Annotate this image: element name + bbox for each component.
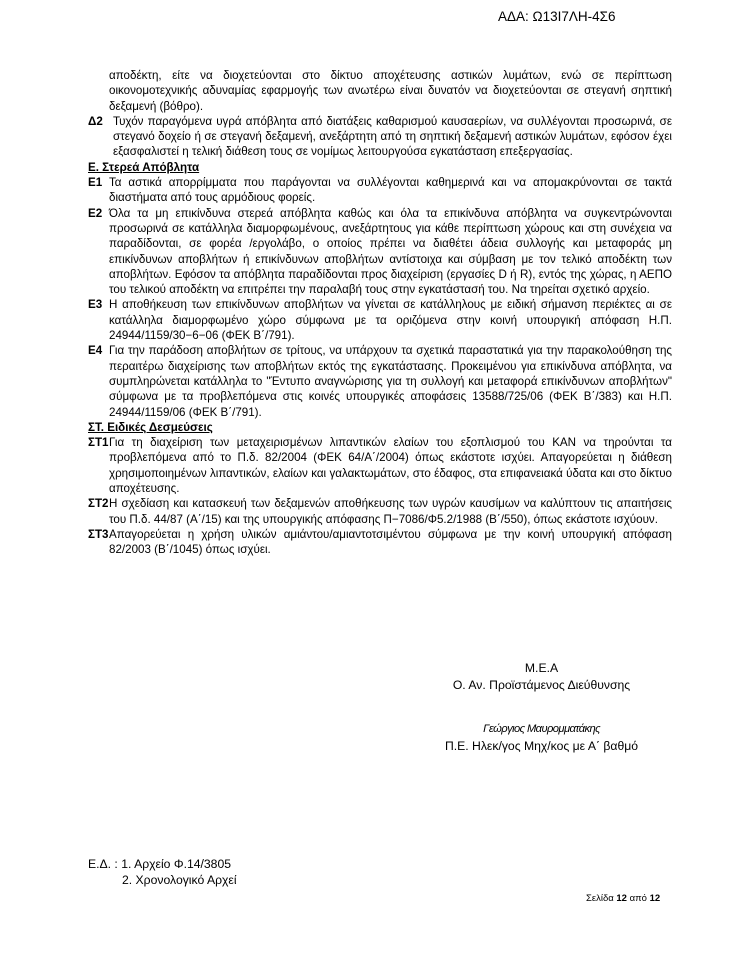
- clause-text: Για την παράδοση αποβλήτων σε τρίτους, να υπάρχουν τα σχετικά παραστατικά για την παρακολούθηση της περαιτέρω διαχείρισης των αποβλήτων εκτός της εγκατάστασης. Προκειμένου για επικίνδυνα απόβλητα, να συμπληρώνεται κατάλληλα το "Έντυπο αναγνώρισης για τη συλλογή και μεταφορά επικίνδυνων αποβλήτων" σύμφωνα με τα προβλεπόμενα στις κοινές υπουργικές αποφάσεις 13588/725/06 (ΦΕΚ Β΄/383) και Η.Π. 24944/1159/06 (ΦΕΚ Β΄/791).: [109, 344, 672, 419]
- distribution-item: 2. Χρονολογικό Αρχεί: [122, 873, 237, 887]
- clause-d2: [88, 114, 672, 160]
- clause-label: ΣΤ2: [88, 497, 109, 511]
- distribution-list: [88, 856, 237, 888]
- document-body: [88, 68, 672, 558]
- clause-label: Ε4: [88, 344, 103, 358]
- clause-text: Τυχόν παραγόμενα υγρά απόβλητα από διατάξεις καθαρισμού καυσαερίων, να συλλέγονται προσωρινά, σε στεγανό δοχείο ή σε στεγανή δεξαμενή, ανεξάρτητη από τη σηπτική δεξαμενή αστικών λυμάτων, εφόσον έχει εξασφαλιστεί η τελική διάθεση τους σε νομίμως λειτουργούσα εγκατάσταση επεξεργασίας.: [113, 114, 672, 159]
- page-footer: [586, 893, 660, 904]
- clause-text: Η αποθήκευση των επικίνδυνων αποβλήτων να γίνεται σε κατάλληλους με ειδική σήμανση περιέκτες αι σε κατάλληλα διαμορφωμένο χώρο σύμφωνα με τα οριζόμενα στην κοινή υπουργική απόφαση Η.Π. 24944/1159/30−6−06 (ΦΕΚ Β΄/791).: [109, 298, 672, 343]
- signature-role: Ο. Αν. Προϊστάμενος Διεύθυνσης: [452, 678, 631, 692]
- clause-st3: [88, 527, 672, 558]
- clause-st1: [88, 435, 672, 496]
- clause-e4: [88, 343, 672, 419]
- footer-prefix: Σελίδα: [586, 893, 617, 904]
- section-e-title: Ε. Στερεά Απόβλητα: [88, 160, 200, 174]
- distribution-line-1: [88, 856, 237, 872]
- clause-e1: [88, 175, 672, 206]
- clause-text: Όλα τα μη επικίνδυνα στερεά απόβλητα καθώς και όλα τα επικίνδυνα απόβλητα να συγκεντρώνονται προσωρινά σε κατάλληλα διαμορφωμένους, ανεξάρτητους για κάθε περίπτωση χώρους και στη συνέχεια να παραδίδονται, σε φορέα /εργολάβο, ο οποίος πρέπει να διαθέτει άδεια συλλογής και μεταφοράς μη επικίνδυνων αποβλήτων ή επικίνδυνων αποβλήτων αντίστοιχα και σύμβαση με τον τελικό αποδέκτη των αποβλήτων. Εφόσον τα απόβλητα παραδίδονται προς διαχείριση (εργασίες D ή R), εντός της χώρας, η ΑΕΠΟ του τελικού αποδέκτη να επιτρέπει την παραλαβή τους στην εγκατάστασή του. Να τηρείται σχετικό αρχείο.: [109, 206, 672, 297]
- distribution-prefix: Ε.Δ. :: [88, 857, 122, 871]
- signature-title: Π.Ε. Ηλεκ/γος Μηχ/κος με Α΄ βαθμό: [444, 739, 639, 753]
- signature-name: Γεώργιος Μαυρομματάκης: [483, 723, 600, 735]
- distribution-line-2: [88, 872, 237, 888]
- clause-label: Δ2: [88, 114, 103, 128]
- clause-text: Απαγορεύεται η χρήση υλικών αμιάντου/αμιαντοτσιμέντου σύμφωνα με την κοινή υπουργική απόφαση 82/2003 (Β΄/1045) όπως ισχύει.: [109, 527, 672, 557]
- footer-page: 12: [616, 893, 627, 904]
- clause-label: Ε1: [88, 176, 103, 190]
- footer-total: 12: [649, 893, 661, 904]
- clause-text: Η σχεδίαση και κατασκευή των δεξαμενών αποθήκευσης των υγρών καυσίμων να καλύπτουν τις απαιτήσεις του Π.δ. 44/87 (Α΄/15) και της υπουργικής απόφασης Π−7086/Φ5.2/1988 (Β΄/550), όπως εκάστοτε ισχύουν.: [109, 497, 672, 526]
- section-st-title: ΣΤ. Ειδικές Δεσμεύσεις: [88, 420, 213, 434]
- clause-st2: [88, 496, 672, 527]
- distribution-item: 1. Αρχείο Φ.14/3805: [121, 857, 232, 871]
- clause-e2: [88, 206, 672, 298]
- clause-label: Ε2: [88, 206, 103, 220]
- clause-label: Ε3: [88, 298, 103, 312]
- signature-mea: Μ.Ε.Α: [524, 661, 559, 675]
- clause-e3: [88, 297, 672, 343]
- clause-text: Τα αστικά απορρίμματα που παράγονται να συλλέγονται καθημερινά και να απομακρύνονται σε τακτά διαστήματα από τους αρμόδιους φορείς.: [109, 176, 672, 205]
- intro-continuation: αποδέκτη, είτε να διοχετεύονται στο δίκτυο αποχέτευσης αστικών λυμάτων, ενώ σε περίπτωση οικονομοτεχνικής αδυναμίας εφαρμογής των ανωτέρω είναι δυνατόν να διοχετεύονται σε στεγανή σηπτική δεξαμενή (βόθρο).: [109, 69, 672, 113]
- ada-code: ΑΔΑ: Ω13Ι7ΛΗ-4Σ6: [498, 9, 616, 24]
- clause-text: Για τη διαχείριση των μεταχειρισμένων λιπαντικών ελαίων του εξοπλισμού του ΚΑΝ να τηρούνται τα προβλεπόμενα από το Π.δ. 82/2004 (ΦΕΚ 64/Α΄/2004) όπως εκάστοτε ισχύει. Απαγορεύεται η διάθεση χρησιμοποιημένων λιπαντικών, ελαίων και γαλακτωμάτων, στο έδαφος, στα επιφανειακά ύδατα και στο δίκτυο αποχέτευσης.: [109, 436, 672, 496]
- clause-label: ΣΤ1: [88, 436, 109, 450]
- clause-label: ΣΤ3: [88, 527, 109, 541]
- footer-of: από: [626, 893, 650, 904]
